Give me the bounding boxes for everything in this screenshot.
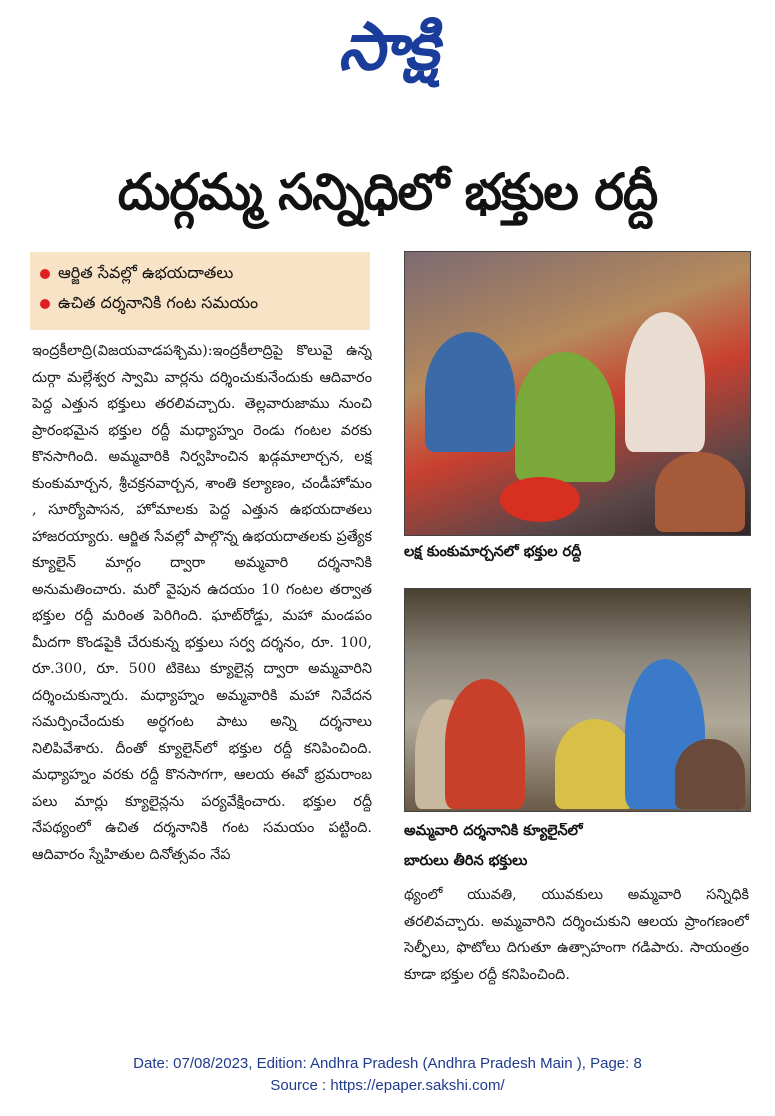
bullet-icon — [40, 269, 50, 279]
photo-figure — [625, 312, 705, 452]
bullet-icon — [40, 299, 50, 309]
article-body-column-1: ఇంద్రకీలాద్రి(విజయవాడపశ్చిమ):ఇంద్రకీలాద్రిపై కొలువై ఉన్న దుర్గా మల్లేశ్వర స్వామి వార్లను దర్శించుకునేందుకు ఆదివారం పెద్ద ఎత్తున భక్తులు తరలివచ్చారు. తెల్లవారుజాము నుంచి ప్రారంభమైన భక్తుల రద్దీ మధ్యాహ్నం రెండు గంటల వరకు కొనసాగింది. అమ్మవారికి నిర్వహించిన ఖడ్గమాలార్చన, లక్ష కుంకుమార్చన, శ్రీచక్రనవార్చన, శాంతి కల్యాణం, చండీహోమం , సూర్యోపాసన, హోమాలకు పెద్ద ఎత్తున ఉభయదాతలు హాజరయ్యారు. ఆర్జిత సేవల్లో పాల్గొన్న ఉభయదాతలకు ప్రత్యేక క్యూలైన్ మార్గం ద్వారా అమ్మవారి దర్శనానికి అనుమతించారు. మరో వైపున ఉదయం 10 గంటల తర్వాత భక్తుల రద్దీ మరింత పెరిగింది. ఘాట్‌రోడ్డు, మహా మండపం మీదగా కొండపైకి చేరుకున్న భక్తులు సర్వ దర్శనం, రూ. 100, రూ.300, రూ. 500 టికెటు క్యూలైన్ల ద్వారా అమ్మవారిని దర్శించుకున్నారు. మధ్యాహ్నం అమ్మవారికి మహా నివేదన సమర్పించేందుకు అర్ధగంట పాటు అన్ని దర్శనాలు నిలిపివేశారు. దీంతో క్యూలైన్‌లో భక్తుల రద్దీ కనిపించింది. మధ్యాహ్నం వరకు రద్దీ కొనసాగగా, ఆలయ ఈవో భ్రమరాంబ పలు మార్లు క్యూలైన్లను పర్యవేక్షించారు. భక్తుల రద్దీ నేపథ్యంలో ఉచిత దర్శనానికి గంట సమయం పట్టింది. ఆదివారం స్నేహితుల దినోత్సవం నేప — [32, 343, 372, 863]
photo-queue-line — [404, 588, 751, 812]
footer-date-edition: Date: 07/08/2023, Edition: Andhra Pradesh (Andhra Pradesh Main ), Page: 8 — [133, 1055, 642, 1072]
highlight-text: ఉచిత దర్శనానికి గంట సమయం — [58, 293, 259, 312]
masthead-title: సాక్షి — [338, 7, 437, 85]
footer-source: Source : https://epaper.sakshi.com/ — [270, 1077, 505, 1094]
photo1-caption: లక్ష కుంకుమార్చనలో భక్తుల రద్దీ — [404, 544, 582, 560]
photo2-caption-line1: అమ్మవారి దర్శనానికి క్యూలైన్‌లో — [404, 823, 583, 839]
article-body-column-2: థ్యంలో యువతి, యువకులు అమ్మవారి సన్నిధికి తరలివచ్చారు. అమ్మవారిని దర్శించుకుని ఆలయ ప్రాంగణంలో సెల్ఫీలు, ఫొటోలు దిగుతూ ఉత్సాహంగా గడిపారు. సాయంత్రం కూడా భక్తుల రద్దీ కనిపించింది. — [404, 887, 749, 983]
photo2-caption-line2: బారులు తీరిన భక్తులు — [404, 853, 528, 869]
photo-kumkum-plate — [500, 477, 580, 522]
photo-figure — [515, 352, 615, 482]
highlight-text: ఆర్జిత సేవల్లో ఉభయదాతలు — [58, 263, 234, 282]
photo-figure — [445, 679, 525, 809]
photo-figure — [675, 739, 745, 809]
highlight-item — [40, 288, 360, 318]
article-headline: దుర్గమ్మ సన్నిధిలో భక్తుల రద్దీ — [117, 162, 658, 221]
highlight-item — [40, 258, 360, 288]
photo-figure — [425, 332, 515, 452]
masthead-logo — [0, 4, 775, 104]
photo-figure — [655, 452, 745, 532]
highlights-box — [30, 252, 370, 330]
photo-devotees-kumkumarchana — [404, 251, 751, 536]
photo-figure — [555, 719, 635, 809]
